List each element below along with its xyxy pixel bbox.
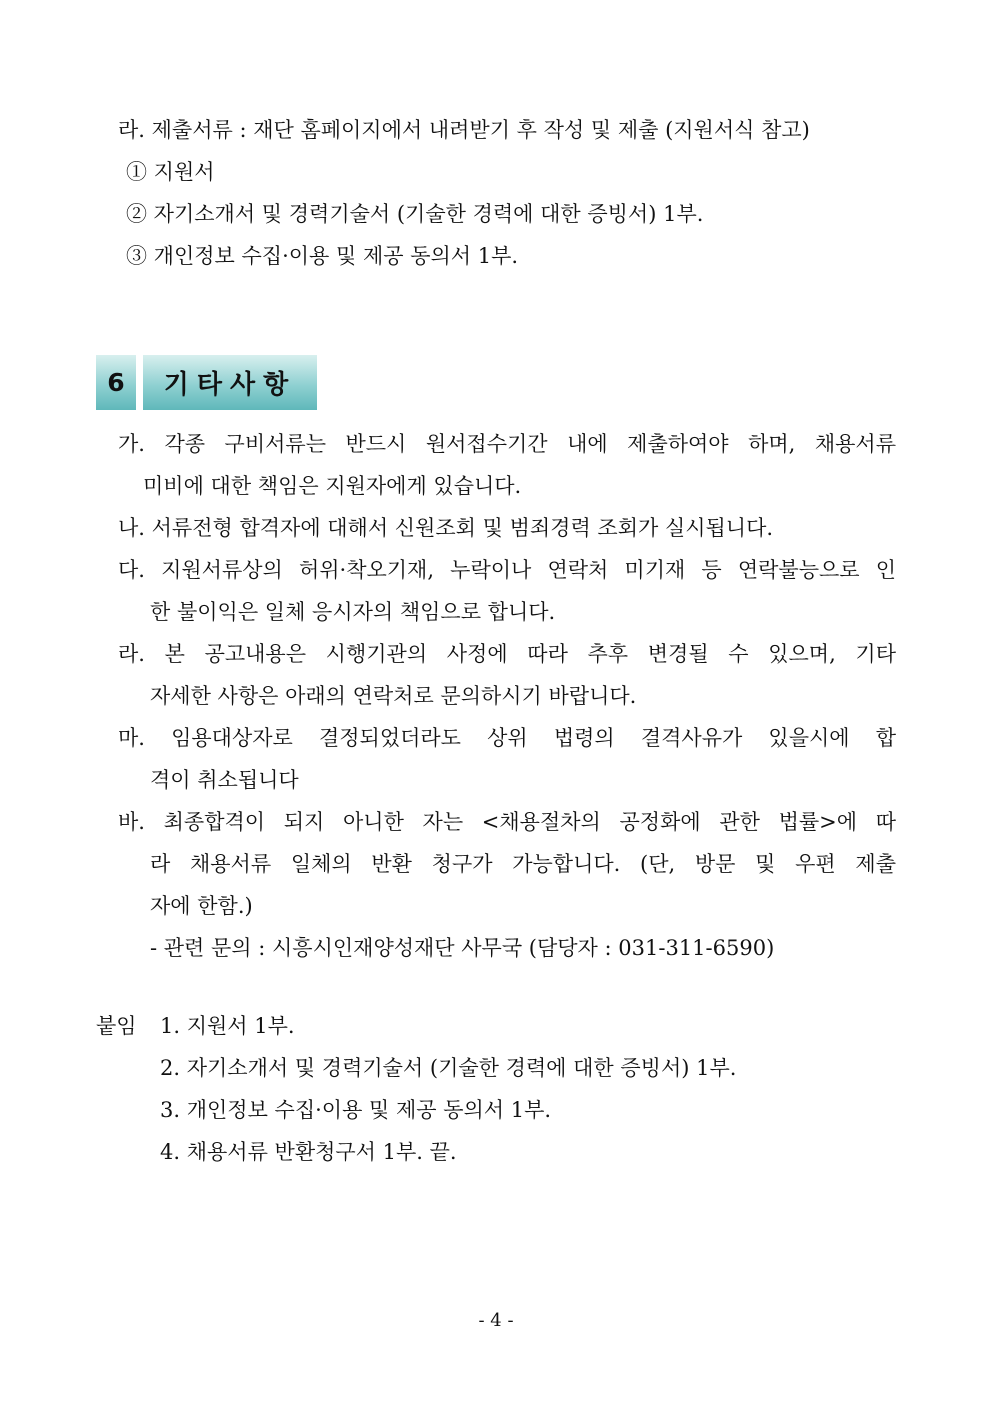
- note-ra-line1: 라. 본 공고내용은 시행기관의 사정에 따라 추후 변경될 수 있으며, 기타: [118, 642, 896, 666]
- note-ba-line1: 바. 최종합격이 되지 아니한 자는 <채용절차의 공정화에 관한 법률>에 따: [118, 810, 896, 834]
- attachment-item-2: 2. 자기소개서 및 경력기술서 (기술한 경력에 대한 증빙서) 1부.: [160, 1056, 737, 1080]
- section-title: 기타사항: [163, 370, 297, 400]
- submission-item-3: ③ 개인정보 수집·이용 및 제공 동의서 1부.: [126, 244, 519, 268]
- attachment-item-4: 4. 채용서류 반환청구서 1부. 끝.: [160, 1140, 457, 1164]
- note-da-line1: 다. 지원서류상의 허위·착오기재, 누락이나 연락처 미기재 등 연락불능으로 인: [118, 558, 896, 582]
- note-ra-line2: 자세한 사항은 아래의 연락처로 문의하시기 바랍니다.: [150, 684, 637, 708]
- note-da-line2: 한 불이익은 일체 응시자의 책임으로 합니다.: [150, 600, 556, 624]
- note-ma-line2: 격이 취소됩니다: [150, 768, 299, 792]
- attachment-item-1: 1. 지원서 1부.: [160, 1014, 295, 1038]
- section-number: 6: [107, 368, 125, 397]
- attachment-item-3: 3. 개인정보 수집·이용 및 제공 동의서 1부.: [160, 1098, 552, 1122]
- note-ba-line2: 라 채용서류 일체의 반환 청구가 가능합니다. (단, 방문 및 우편 제출: [150, 852, 896, 876]
- note-ma-line1: 마. 임용대상자로 결정되었더라도 상위 법령의 결격사유가 있을시에 합: [118, 726, 896, 750]
- section-number-box: [96, 355, 136, 410]
- submission-heading: 라. 제출서류 : 재단 홈페이지에서 내려받기 후 작성 및 제출 (지원서식 참고): [118, 118, 810, 142]
- submission-item-2: ② 자기소개서 및 경력기술서 (기술한 경력에 대한 증빙서) 1부.: [126, 202, 704, 226]
- note-ga-line1: 가. 각종 구비서류는 반드시 원서접수기간 내에 제출하여야 하며, 채용서류: [118, 432, 896, 456]
- page-number: - 4 -: [478, 1310, 514, 1331]
- note-na-line1: 나. 서류전형 합격자에 대해서 신원조회 및 범죄경력 조회가 실시됩니다.: [118, 516, 774, 540]
- note-ba-line3: 자에 한함.): [150, 894, 253, 918]
- contact-line: - 관련 문의 : 시흥시인재양성재단 사무국 (담당자 : 031-311-6590): [150, 936, 775, 960]
- attachments-label: 붙임: [96, 1014, 137, 1038]
- submission-item-1: ① 지원서: [126, 160, 215, 184]
- note-ga-line2: 미비에 대한 책임은 지원자에게 있습니다.: [143, 474, 522, 498]
- section-title-box: [143, 355, 317, 410]
